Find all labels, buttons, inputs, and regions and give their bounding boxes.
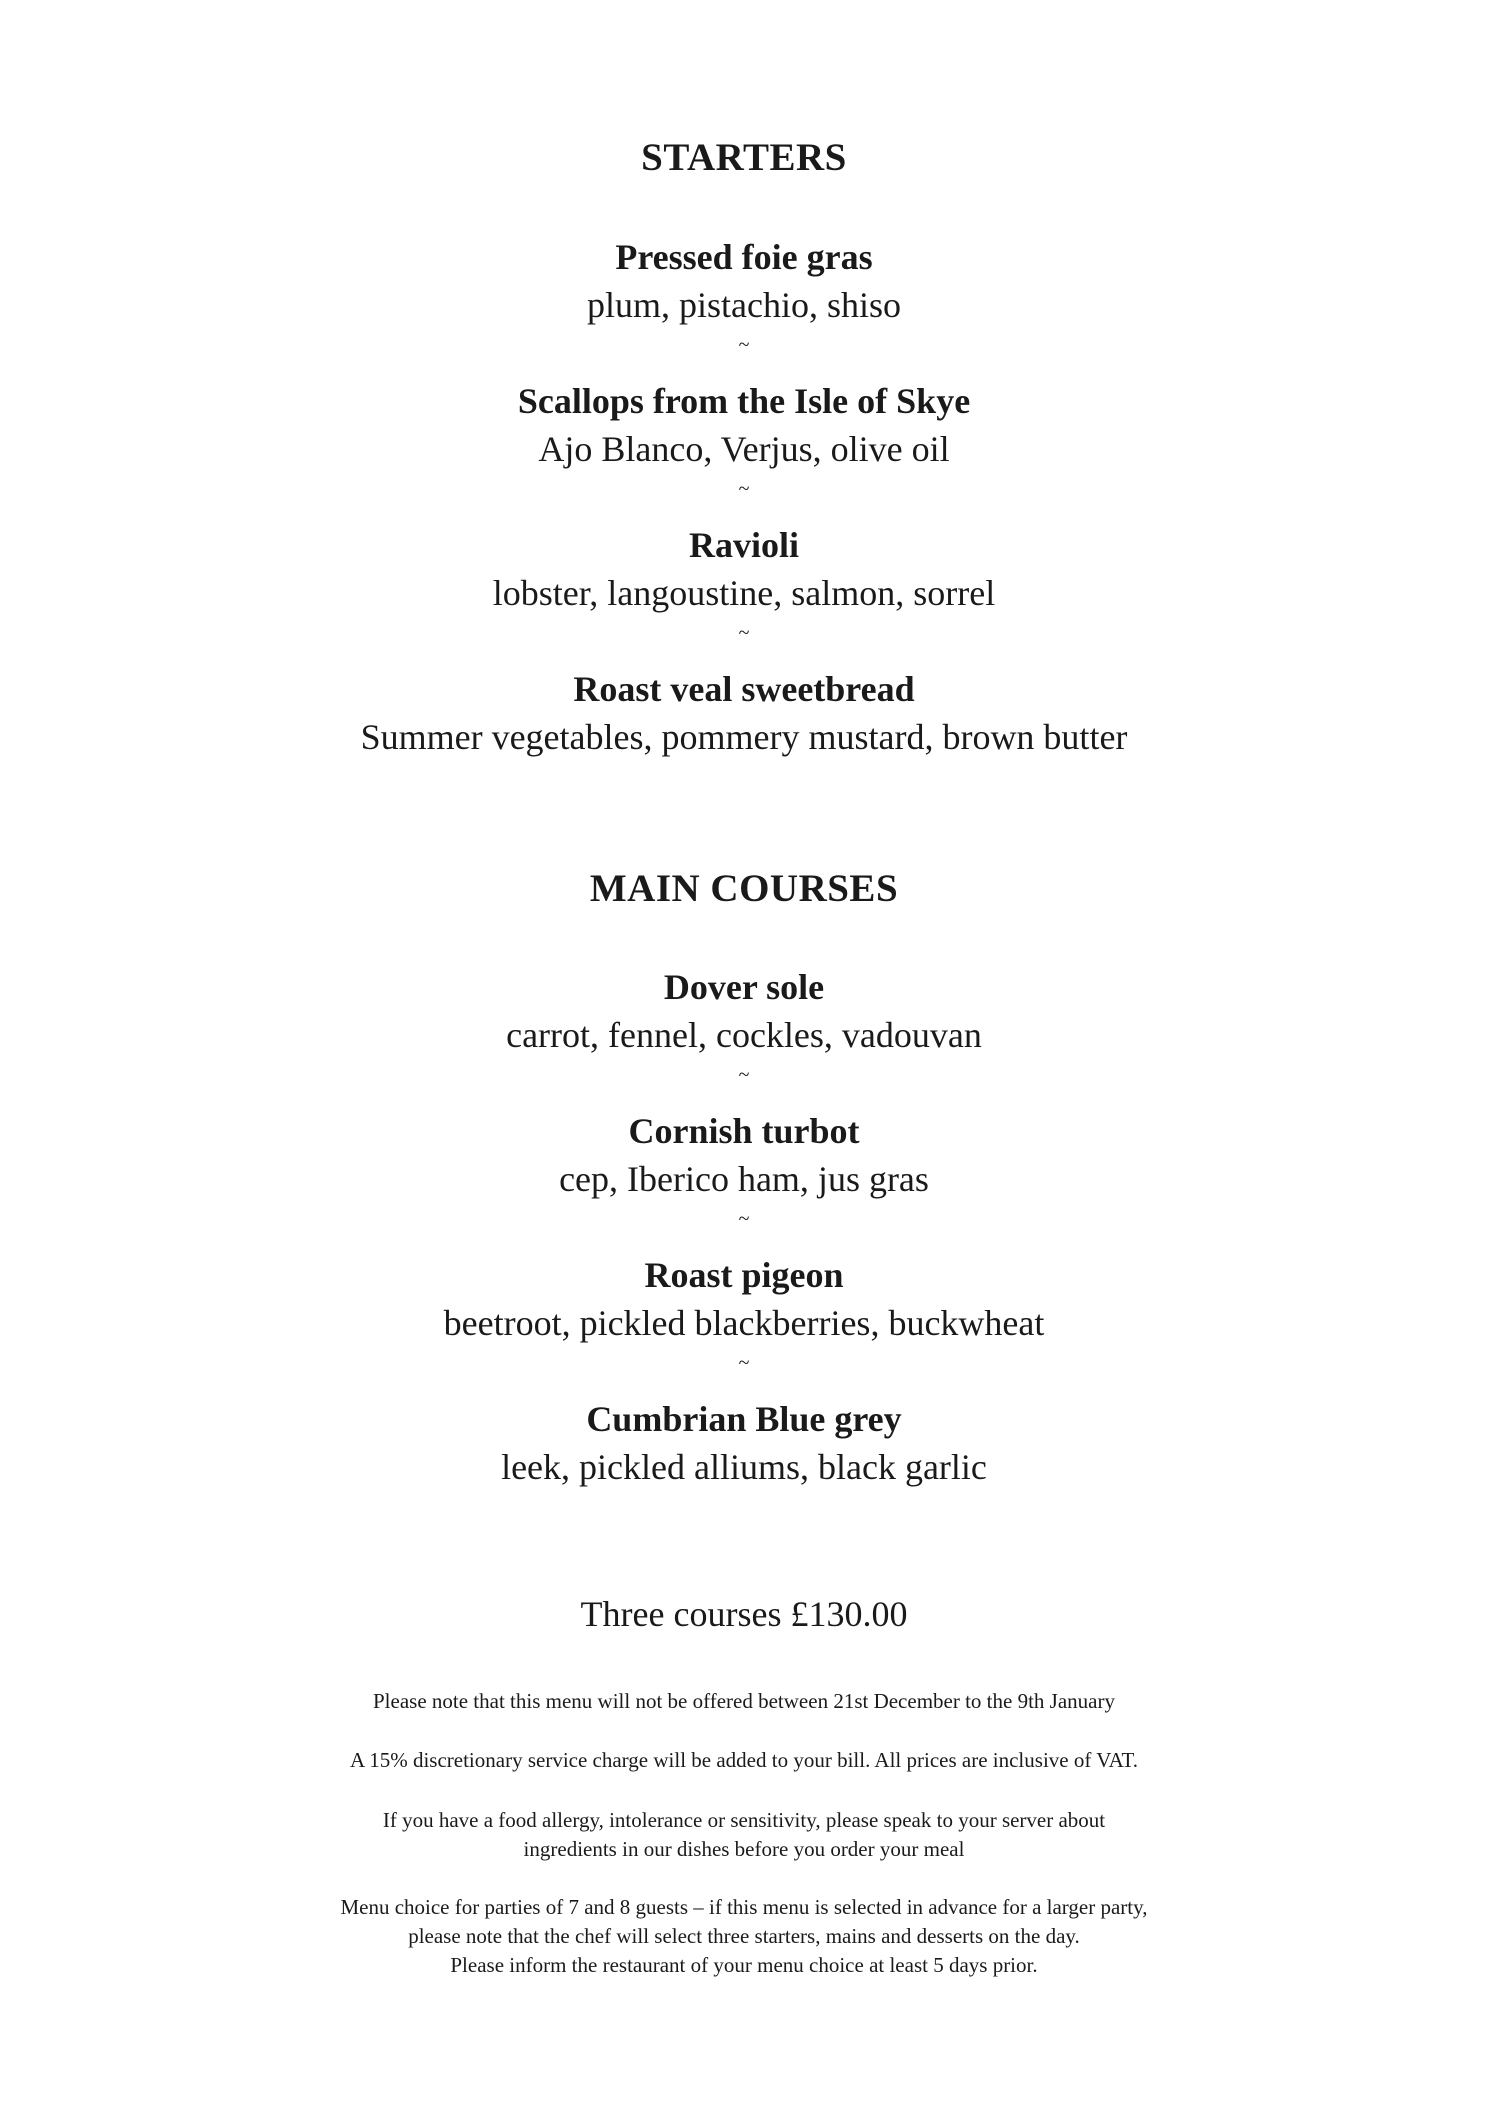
dish-separator: ~ xyxy=(738,622,750,644)
note-service-text: A 15% discretionary service charge will be added to your bill. All prices are inclusive of VAT. xyxy=(349,1748,1139,1772)
dish-description: lobster, langoustine, salmon, sorrel xyxy=(492,573,996,613)
note-allergy xyxy=(200,1806,1288,1864)
dish-name: Cumbrian Blue grey xyxy=(586,1399,902,1439)
dish-name: Roast pigeon xyxy=(644,1255,844,1295)
dish-name: Roast veal sweetbread xyxy=(573,669,915,709)
starter-dish-4 xyxy=(0,665,1488,761)
main-dish-3 xyxy=(0,1251,1488,1375)
main-dish-2 xyxy=(0,1107,1488,1231)
note-parties-line: Menu choice for parties of 7 and 8 guests – if this menu is selected in advance for a larger party, xyxy=(340,1895,1148,1919)
dish-name: Scallops from the Isle of Skye xyxy=(517,381,971,421)
dish-description: leek, pickled alliums, black garlic xyxy=(501,1447,987,1487)
note-allergy-line: If you have a food allergy, intolerance or sensitivity, please speak to your server about xyxy=(382,1808,1106,1832)
note-parties-line: please note that the chef will select three starters, mains and desserts on the day. xyxy=(408,1924,1080,1948)
dish-description: Summer vegetables, pommery mustard, brown butter xyxy=(360,717,1128,757)
set-menu-price: Three courses £130.00 xyxy=(580,1594,908,1634)
dish-separator: ~ xyxy=(738,1352,750,1374)
dish-description: cep, Iberico ham, jus gras xyxy=(559,1159,929,1199)
dish-description: plum, pistachio, shiso xyxy=(587,285,901,325)
dish-description: carrot, fennel, cockles, vadouvan xyxy=(506,1015,982,1055)
dish-name: Dover sole xyxy=(663,967,825,1007)
dish-separator: ~ xyxy=(738,1208,750,1230)
main-dish-1 xyxy=(0,963,1488,1087)
starter-dish-1 xyxy=(0,233,1488,357)
starter-dish-2 xyxy=(0,377,1488,501)
note-parties-line: Please inform the restaurant of your menu choice at least 5 days prior. xyxy=(450,1953,1038,1977)
note-allergy-line: ingredients in our dishes before you order your meal xyxy=(523,1837,965,1861)
starters-heading: STARTERS xyxy=(641,136,847,179)
note-parties xyxy=(200,1893,1288,1980)
note-dates-text: Please note that this menu will not be offered between 21st December to the 9th January xyxy=(373,1689,1115,1713)
dish-name: Ravioli xyxy=(688,525,799,565)
dish-separator: ~ xyxy=(738,1064,750,1086)
note-dates xyxy=(200,1687,1288,1716)
note-service-charge xyxy=(200,1746,1288,1775)
dish-name: Pressed foie gras xyxy=(615,237,873,277)
starter-dish-3 xyxy=(0,521,1488,645)
dish-separator: ~ xyxy=(738,478,750,500)
mains-heading: MAIN COURSES xyxy=(589,867,899,910)
main-dish-4 xyxy=(0,1395,1488,1491)
dish-description: Ajo Blanco, Verjus, olive oil xyxy=(538,429,950,469)
dish-separator: ~ xyxy=(738,334,750,356)
dish-name: Cornish turbot xyxy=(628,1111,860,1151)
dish-description: beetroot, pickled blackberries, buckwheat xyxy=(443,1303,1045,1343)
